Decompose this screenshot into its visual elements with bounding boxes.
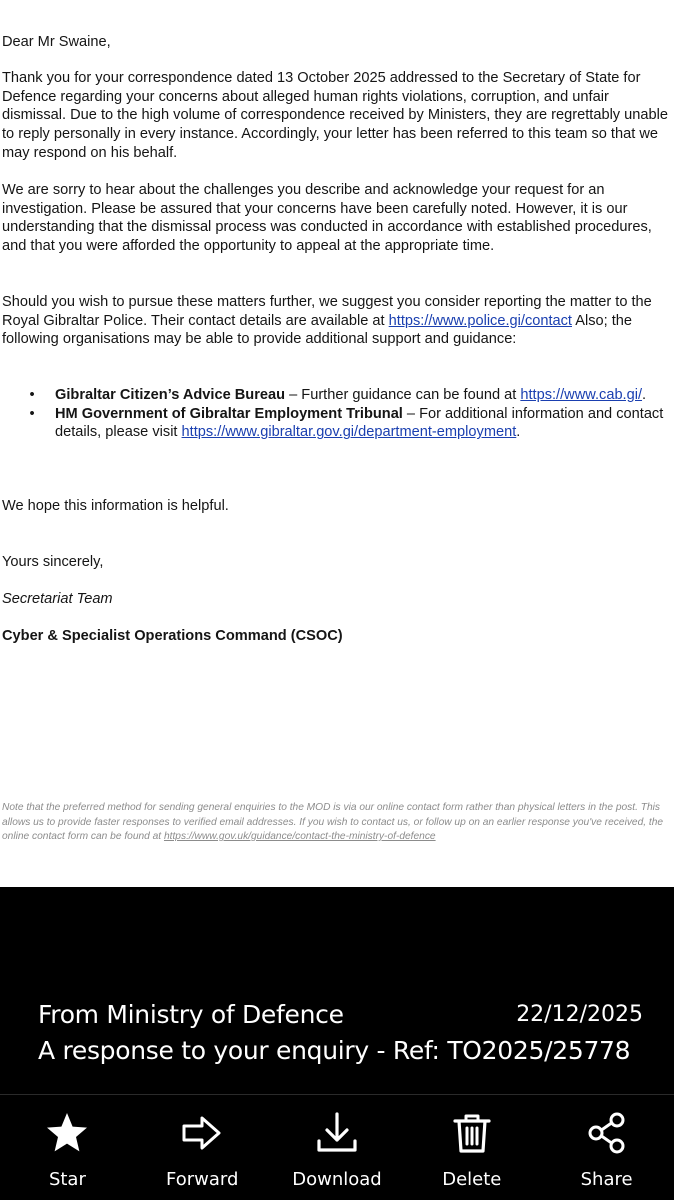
share-button[interactable] xyxy=(539,1095,674,1200)
signature: Secretariat Team xyxy=(2,591,113,607)
star-icon xyxy=(45,1111,89,1155)
bullet-marker: • xyxy=(29,405,35,422)
share-label: Share xyxy=(580,1169,633,1190)
download-icon xyxy=(315,1111,359,1155)
paragraph-1: Thank you for your correspondence dated 13 October 2025 addressed to the Secretary of State for Defence regarding your concerns about alleged human rights violations, corruption, and unfair dismissal. Due to the high volume of correspondence received by Ministers, they are regrettably unable to reply personally in every instance. Accordingly, your letter has been referred to this team so that we may respond on his behalf. xyxy=(2,70,668,161)
paragraph-3-text-b: Also; the following organisations may be able to provide additional support and guidance: xyxy=(2,312,633,348)
delete-button[interactable] xyxy=(404,1095,539,1200)
action-toolbar xyxy=(0,1094,674,1200)
message-subject: A response to your enquiry - Ref: TO2025/25778 xyxy=(38,1036,631,1065)
cab-link[interactable]: https://www.cab.gi/ xyxy=(520,387,643,403)
organisations-list xyxy=(25,386,665,442)
bullet-text: – For additional information and contact details, please visit xyxy=(55,405,664,441)
sender-label: From Ministry of Defence xyxy=(38,1000,344,1029)
footnote xyxy=(2,801,670,845)
footnote-text: Note that the preferred method for sending general enquiries to the MOD is via our online contact form rather than physical letters in the post. This allows us to provide faster responses to verified email addresses. If you wish to contact us, or follow up on an earlier response you've received, the online contact form can be found at xyxy=(2,802,664,842)
share-icon xyxy=(585,1111,629,1155)
salutation: Dear Mr Swaine, xyxy=(2,34,111,50)
delete-label: Delete xyxy=(442,1169,502,1190)
forward-label: Forward xyxy=(166,1169,239,1190)
paragraph-3-text-a: Should you wish to pursue these matters further, we suggest you consider reporting the matter to the Royal Gibraltar Police. Their contact details are available at xyxy=(2,294,652,329)
closing-line: We hope this information is helpful. xyxy=(2,498,229,514)
employment-link[interactable]: https://www.gibraltar.gov.gi/department-employment xyxy=(181,424,517,441)
trash-icon xyxy=(450,1111,494,1155)
bullet-title: Gibraltar Citizen’s Advice Bureau xyxy=(55,387,286,403)
bullet-text: – Further guidance can be found at xyxy=(285,387,521,403)
paragraph-2: We are sorry to hear about the challenges you describe and acknowledge your request for an investigation. Please be assured that your concerns have been carefully noted. However, it is our understanding that the dismissal process was conducted in accordance with established procedures, and that you were afforded the opportunity to appeal at the appropriate time. xyxy=(2,182,652,255)
star-button[interactable] xyxy=(0,1095,135,1200)
bullet-tail: . xyxy=(516,424,521,441)
forward-arrow-icon xyxy=(180,1111,224,1155)
list-item xyxy=(25,405,665,442)
message-meta xyxy=(0,887,674,1094)
bullet-tail: . xyxy=(642,387,647,403)
download-label: Download xyxy=(292,1169,382,1190)
star-label: Star xyxy=(48,1169,86,1190)
footnote-link[interactable]: https://www.gov.uk/guidance/contact-the-ministry-of-defence xyxy=(163,831,436,842)
bullet-marker: • xyxy=(29,387,35,403)
forward-button[interactable] xyxy=(135,1095,270,1200)
message-date: 22/12/2025 xyxy=(516,1002,643,1027)
department-name: Cyber & Specialist Operations Command (CSOC) xyxy=(2,628,343,644)
police-contact-link[interactable]: https://www.police.gi/contact xyxy=(388,312,572,329)
bullet-title: HM Government of Gibraltar Employment Tribunal xyxy=(55,405,403,422)
download-button[interactable] xyxy=(270,1095,405,1200)
paragraph-3 xyxy=(2,293,670,349)
sign-off: Yours sincerely, xyxy=(2,554,104,570)
list-item xyxy=(25,386,665,405)
